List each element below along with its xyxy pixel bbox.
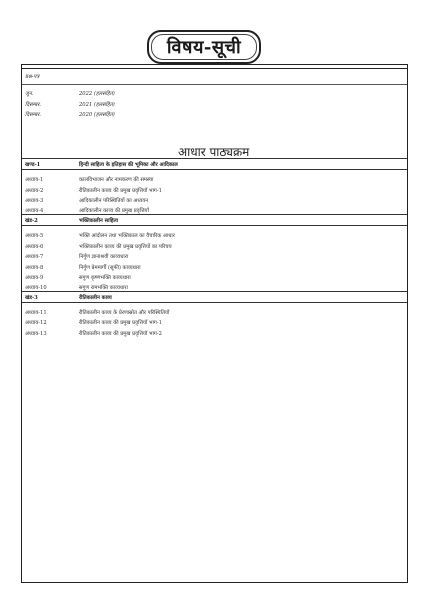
- section-label: खंड-3: [25, 295, 38, 301]
- chapter-number: अध्याय-11: [25, 310, 47, 316]
- chapter-title: सगुण कृष्णभक्ति काव्यधारा: [79, 275, 131, 281]
- chapter-number: अध्याय-1: [25, 177, 44, 183]
- chapter-title: रीतिकालीन काव्य की प्रमुख प्रवृत्तियाँ भाग-1: [79, 320, 162, 326]
- chapter-number: अध्याय-8: [25, 265, 44, 271]
- divider: [22, 291, 407, 292]
- chapter-title: सगुण रामभक्ति काव्यधारा: [79, 285, 128, 291]
- section-title: हिन्दी साहित्य के इतिहास की भूमिका और आदिकाल: [79, 162, 178, 168]
- syllabus-heading: आधार पाठ्यक्रम: [178, 145, 250, 159]
- section-label: खण्ड-1: [25, 162, 41, 168]
- header-label: प्रश्न-पत्र: [25, 74, 40, 80]
- divider: [22, 169, 407, 170]
- section-label: खंड-2: [25, 218, 38, 224]
- divider: [22, 225, 407, 226]
- chapter-number: अध्याय-3: [25, 198, 44, 204]
- divider: [22, 214, 407, 215]
- chapter-title: आदिकालीन काव्य की प्रमुख प्रवृत्तियाँ: [79, 208, 149, 214]
- page-title: विषय-सूची: [166, 37, 242, 58]
- chapter-title: आदिकालीन परिस्थितियों का अध्ययन: [79, 198, 149, 204]
- chapter-title: निर्गुण प्रेममार्गी (सूफी) काव्यधारा: [79, 265, 141, 271]
- chapter-number: अध्याय-5: [25, 233, 44, 239]
- chapter-title: रीतिकालीन काव्य के प्रेरणास्रोत और परिस्थितियाँ: [79, 310, 170, 316]
- divider: [22, 84, 407, 85]
- divider: [22, 158, 407, 159]
- paper-month: जून.: [25, 91, 34, 97]
- chapter-number: अध्याय-13: [25, 331, 47, 337]
- chapter-title: निर्गुण ज्ञानाश्रयी काव्यधारा: [79, 254, 129, 260]
- chapter-number: अध्याय-6: [25, 244, 44, 250]
- chapter-number: अध्याय-12: [25, 320, 47, 326]
- chapter-title: भक्तिकालीन काव्य की प्रमुख प्रवृत्तियों का परिचय: [79, 244, 172, 250]
- chapter-number: अध्याय-2: [25, 188, 44, 194]
- paper-month: दिसम्बर.: [25, 102, 42, 108]
- chapter-number: अध्याय-4: [25, 208, 44, 214]
- chapter-title: भक्ति आंदोलन तथा भक्तिकाल का वैचारिक आधार: [79, 233, 175, 239]
- section-title: रीतिकालीन काव्य: [79, 295, 112, 301]
- section-title: भक्तिकालीन साहित्य: [79, 218, 119, 224]
- chapter-number: अध्याय-10: [25, 285, 47, 291]
- chapter-title: कालविभाजन और नामकरण की समस्या: [79, 177, 154, 183]
- chapter-number: अध्याय-7: [25, 254, 44, 260]
- paper-month: दिसम्बर.: [25, 112, 42, 118]
- contents-frame: [21, 64, 408, 583]
- chapter-title: रीतिकालीन काव्य की प्रमुख प्रवृत्तियाँ भाग-2: [79, 331, 162, 337]
- paper-year: 2022 (हलसहित): [79, 91, 115, 97]
- title-badge: [147, 30, 261, 64]
- paper-year: 2020 (हलसहित): [79, 112, 115, 118]
- paper-year: 2021 (हलसहित): [79, 102, 115, 108]
- divider: [22, 302, 407, 303]
- chapter-number: अध्याय-9: [25, 275, 44, 281]
- chapter-title: रीतिकालीन काव्य की प्रमुख प्रवृत्तियाँ भाग-1: [79, 188, 162, 194]
